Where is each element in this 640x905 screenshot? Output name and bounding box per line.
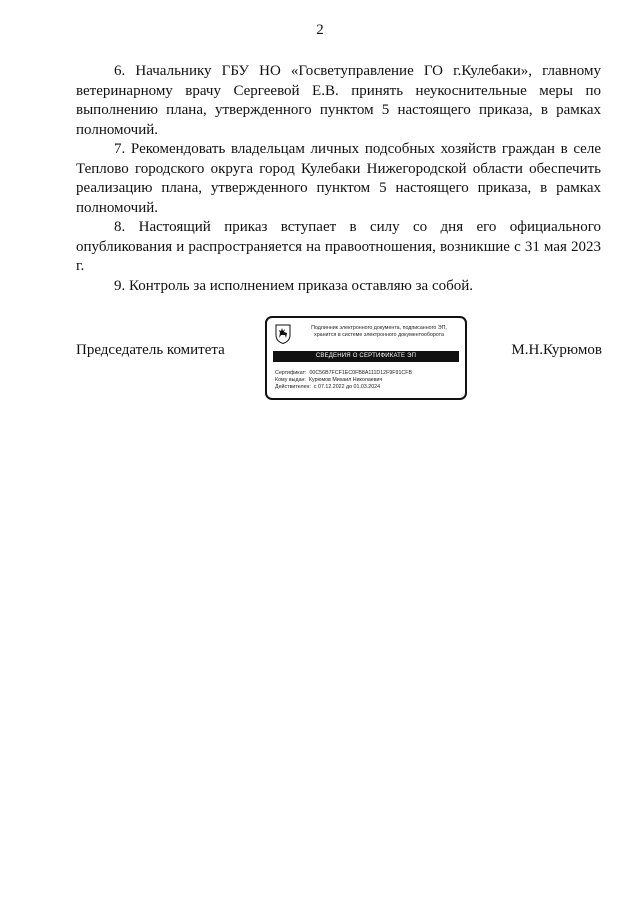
paragraph-7: 7. Рекомендовать владельцам личных подсобных хозяйств граждан в селе Теплово городского округа город Кулебаки Нижегородской области обеспечить реализацию плана, утвержденного пунктом 5 настоящего приказа, в рамках полномочий. — [76, 141, 601, 216]
stamp-header-line-2: хранится в системе электронного документооборота — [314, 332, 444, 338]
stamp-title-bar: СВЕДЕНИЯ О СЕРТИФИКАТЕ ЭП — [273, 351, 459, 362]
signer-name: М.Н.Курюмов — [511, 342, 602, 358]
stamp-certificate-line — [275, 370, 461, 377]
paragraph-9: 9. Контроль за исполнением приказа оставляю за собой. — [114, 277, 474, 294]
signature-block — [0, 316, 640, 406]
stamp-header — [295, 325, 463, 339]
stamp-header-line-1: Подлинник электронного документа, подписанного ЭП, — [311, 325, 447, 331]
document-body — [76, 62, 601, 296]
valid-label: Действителен: — [275, 384, 311, 391]
stamp-certificate-details — [275, 370, 461, 392]
valid-value: с 07.12.2022 до 01.03.2024 — [313, 384, 381, 391]
certificate-value: 00C56B7FCF1EC0FB8A111D12F9F91CFB — [309, 370, 413, 376]
stamp-valid-line — [275, 384, 461, 391]
issued-to-value: Курюмов Михаил Николаевич — [308, 377, 383, 384]
deer-coat-of-arms-icon — [275, 324, 291, 344]
electronic-signature-stamp — [265, 316, 467, 400]
paragraph-8: 8. Настоящий приказ вступает в силу со дня его официального опубликования и распространяется на правоотношения, возникшие с 31 мая 2023 г. — [76, 219, 601, 274]
page-number: 2 — [316, 22, 324, 38]
issued-to-label: Кому выдан: — [275, 377, 306, 384]
paragraph-6: 6. Начальнику ГБУ НО «Госветуправление ГО г.Кулебаки», главному ветеринарному врачу Сергеевой Е.В. принять неукоснительные меры по выполнению плана, утвержденного пунктом 5 настоящего приказа, в рамках полномочий. — [76, 63, 601, 138]
signer-position: Председатель комитета — [76, 342, 225, 358]
certificate-label: Сертификат: — [275, 370, 307, 376]
